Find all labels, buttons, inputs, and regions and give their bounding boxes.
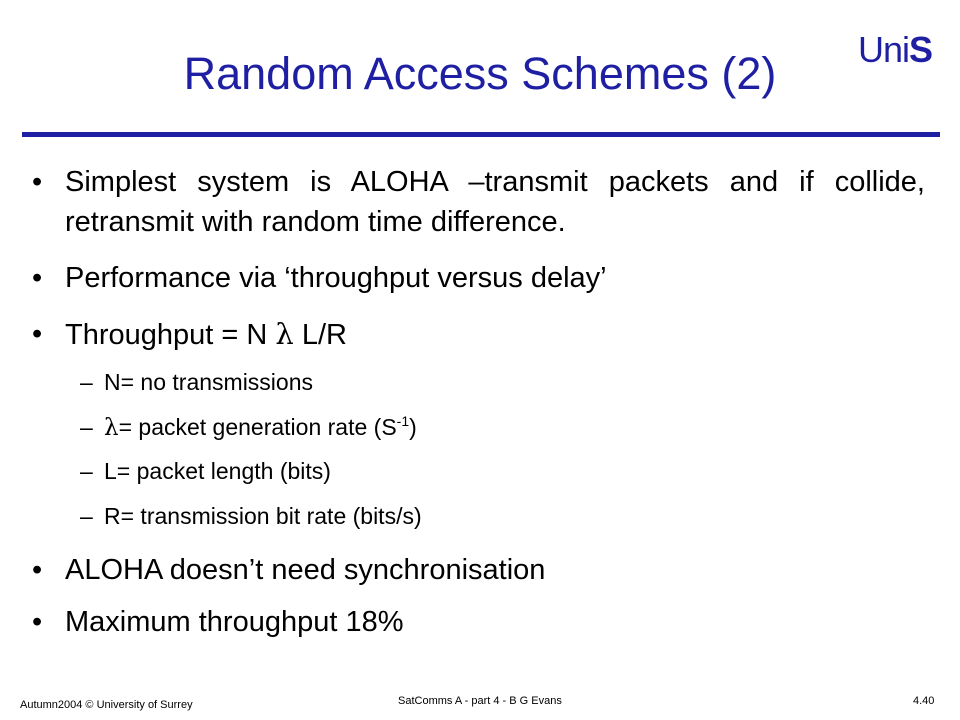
- bullet-glyph: •: [32, 554, 43, 586]
- bullet-text: Performance via ‘throughput versus delay’: [65, 262, 607, 294]
- dash-glyph: –: [80, 458, 93, 484]
- sub-bullet-text: N= no transmissions: [104, 369, 313, 395]
- rate-close: ): [409, 414, 417, 440]
- lambda-symbol: λ: [104, 415, 119, 441]
- footer-left: Autumn2004 © University of Surrey: [20, 699, 193, 711]
- bullet-text: Maximum throughput 18%: [65, 606, 404, 638]
- throughput-pre: Throughput = N: [65, 319, 276, 351]
- dash-glyph: –: [80, 369, 93, 395]
- bullet-glyph: •: [32, 318, 43, 350]
- dash-glyph: –: [80, 414, 93, 440]
- logo-prefix: Uni: [858, 29, 910, 70]
- lambda-symbol: λ: [275, 317, 294, 351]
- bullet-glyph: •: [32, 606, 43, 638]
- throughput-post: L/R: [293, 319, 347, 351]
- bullet-glyph: •: [32, 166, 43, 198]
- bullet-glyph: •: [32, 262, 43, 294]
- rate-text: = packet generation rate (S: [118, 414, 397, 440]
- bullet-text: [65, 314, 925, 355]
- footer-center: SatComms A - part 4 - B G Evans: [398, 695, 562, 707]
- bullet-text: Simplest system is ALOHA –transmit packets and if collide, retransmit with random time difference.: [65, 166, 925, 238]
- slide-title: Random Access Schemes (2): [183, 48, 777, 99]
- sub-bullet-text: R= transmission bit rate (bits/s): [104, 503, 422, 529]
- footer-page-number: 4.40: [913, 695, 935, 707]
- dash-glyph: –: [80, 503, 93, 529]
- sub-bullet-text: L= packet length (bits): [104, 458, 331, 484]
- rate-exponent: -1: [396, 413, 410, 429]
- sub-bullet-text: [104, 412, 417, 443]
- bullet-text: ALOHA doesn’t need synchronisation: [65, 554, 546, 586]
- logo-suffix: S: [909, 29, 933, 70]
